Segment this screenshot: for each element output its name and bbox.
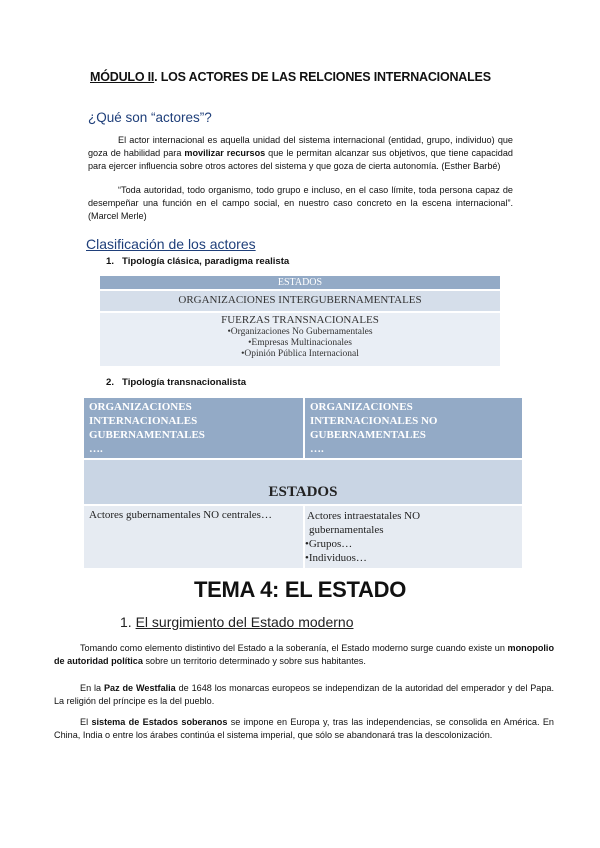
- table1-item-opinion: •Opinión Pública Internacional: [241, 349, 359, 359]
- table2-lt-line2: INTERNACIONALES: [89, 415, 198, 427]
- table2-lt-line4: ….: [89, 443, 103, 455]
- monopolio-paragraph: [54, 642, 554, 668]
- p4-text-c: de 1648 los monarcas europeos se independizan de la autoridad del emperador y del Papa. La religión del príncipe es la del pueblo.: [54, 683, 554, 706]
- table2-right-bottom-text: [307, 509, 420, 565]
- p5-bold: sistema de Estados soberanos: [91, 717, 228, 727]
- table1-item-empresas: •Empresas Multinacionales: [248, 338, 352, 348]
- section-1-title: El surgimiento del Estado moderno: [135, 614, 354, 630]
- p3-bold: monopolio de autoridad política: [54, 643, 554, 666]
- typology-1-label: Tipología clásica, paradigma realista: [122, 256, 290, 267]
- module-prefix: MÓDULO II: [90, 70, 155, 84]
- typology-2-label: Tipología transnacionalista: [122, 377, 247, 388]
- sistema-estados-paragraph: [54, 716, 554, 742]
- actor-definition-paragraph: [88, 134, 513, 173]
- p3-text-a: Tomando como elemento distintivo del Estado a la soberanía, el Estado moderno surge cuando existe un: [80, 643, 508, 653]
- table1-fuerzas-title: FUERZAS TRANSNACIONALES: [221, 314, 379, 326]
- tema-title: TEMA 4: EL ESTADO: [193, 577, 407, 602]
- table2-rt-line1: ORGANIZACIONES: [310, 401, 413, 413]
- westfalia-paragraph: [54, 682, 554, 708]
- table2-left-bottom-text: Actores gubernamentales NO centrales…: [89, 509, 272, 521]
- section-1-heading: [120, 614, 353, 630]
- module-title: [90, 70, 491, 84]
- p5-text-c: se impone en Europa y, tras las independencias, se consolida en América. En China, India o entre los árabes continúa el sistema imperial, que sólo se abandonará tras la descolonización.: [54, 717, 554, 740]
- table2-estados-label: ESTADOS: [268, 484, 338, 500]
- module-title-rest: . LOS ACTORES DE LAS RELCIONES INTERNACIONALES: [154, 70, 491, 84]
- table2-left-top-text: [89, 400, 205, 456]
- table1-estados-label: ESTADOS: [277, 277, 323, 288]
- p4-text-a: En la: [80, 683, 104, 693]
- table2-rb-line4: •Individuos…: [305, 552, 367, 564]
- actors-question-heading: ¿Qué son “actores”?: [88, 110, 212, 125]
- table2-rt-line4: ….: [310, 443, 324, 455]
- table2-rt-line3: GUBERNAMENTALES: [310, 429, 426, 441]
- typology-2-heading: [106, 377, 246, 388]
- p5-text-a: El: [80, 717, 92, 727]
- table1-oig-label: ORGANIZACIONES INTERGUBERNAMENTALES: [178, 294, 422, 306]
- table2-rb-line3: •Grupos…: [305, 538, 353, 550]
- merle-quote-paragraph: “Toda autoridad, todo organismo, todo grupo e incluso, en el caso límite, toda persona capaz de desempeñar una función en el campo social, en nuestro caso concreto en la escena internacional”. (Marcel Merle): [88, 185, 513, 221]
- table2-right-top-text: [310, 400, 437, 456]
- table2-rb-line1: Actores intraestatales NO: [307, 510, 421, 522]
- typology-1-number: 1.: [106, 256, 115, 267]
- table2-lt-line3: GUBERNAMENTALES: [89, 429, 205, 441]
- typology-1-heading: [106, 256, 289, 267]
- p3-text-c: sobre un territorio determinado y sobre sus habitantes.: [142, 656, 366, 666]
- classification-heading: Clasificación de los actores: [86, 236, 256, 252]
- p1-text-c: que le permitan alcanzar sus objetivos, que tiene capacidad para ejercer influencia sobre otros actores del sistema y que goza de cierta autonomía. (Esther Barbé): [88, 148, 513, 171]
- table2-rt-line2: INTERNACIONALES NO: [310, 415, 438, 427]
- typology-2-number: 2.: [106, 377, 115, 388]
- section-1-number: 1.: [120, 614, 132, 630]
- p4-bold: Paz de Westfalia: [103, 683, 176, 693]
- table1-item-ong: •Organizaciones No Gubernamentales: [227, 327, 373, 337]
- table2-rb-line2: gubernamentales: [309, 524, 384, 536]
- p1-text-a: El actor internacional es aquella unidad del sistema internacional (entidad, grupo, individuo) que goza de habilidad para: [88, 135, 513, 158]
- table2-lt-line1: ORGANIZACIONES: [89, 401, 192, 413]
- table1-fuerzas-items: [100, 327, 500, 360]
- p1-bold: movilizar recursos: [184, 148, 266, 158]
